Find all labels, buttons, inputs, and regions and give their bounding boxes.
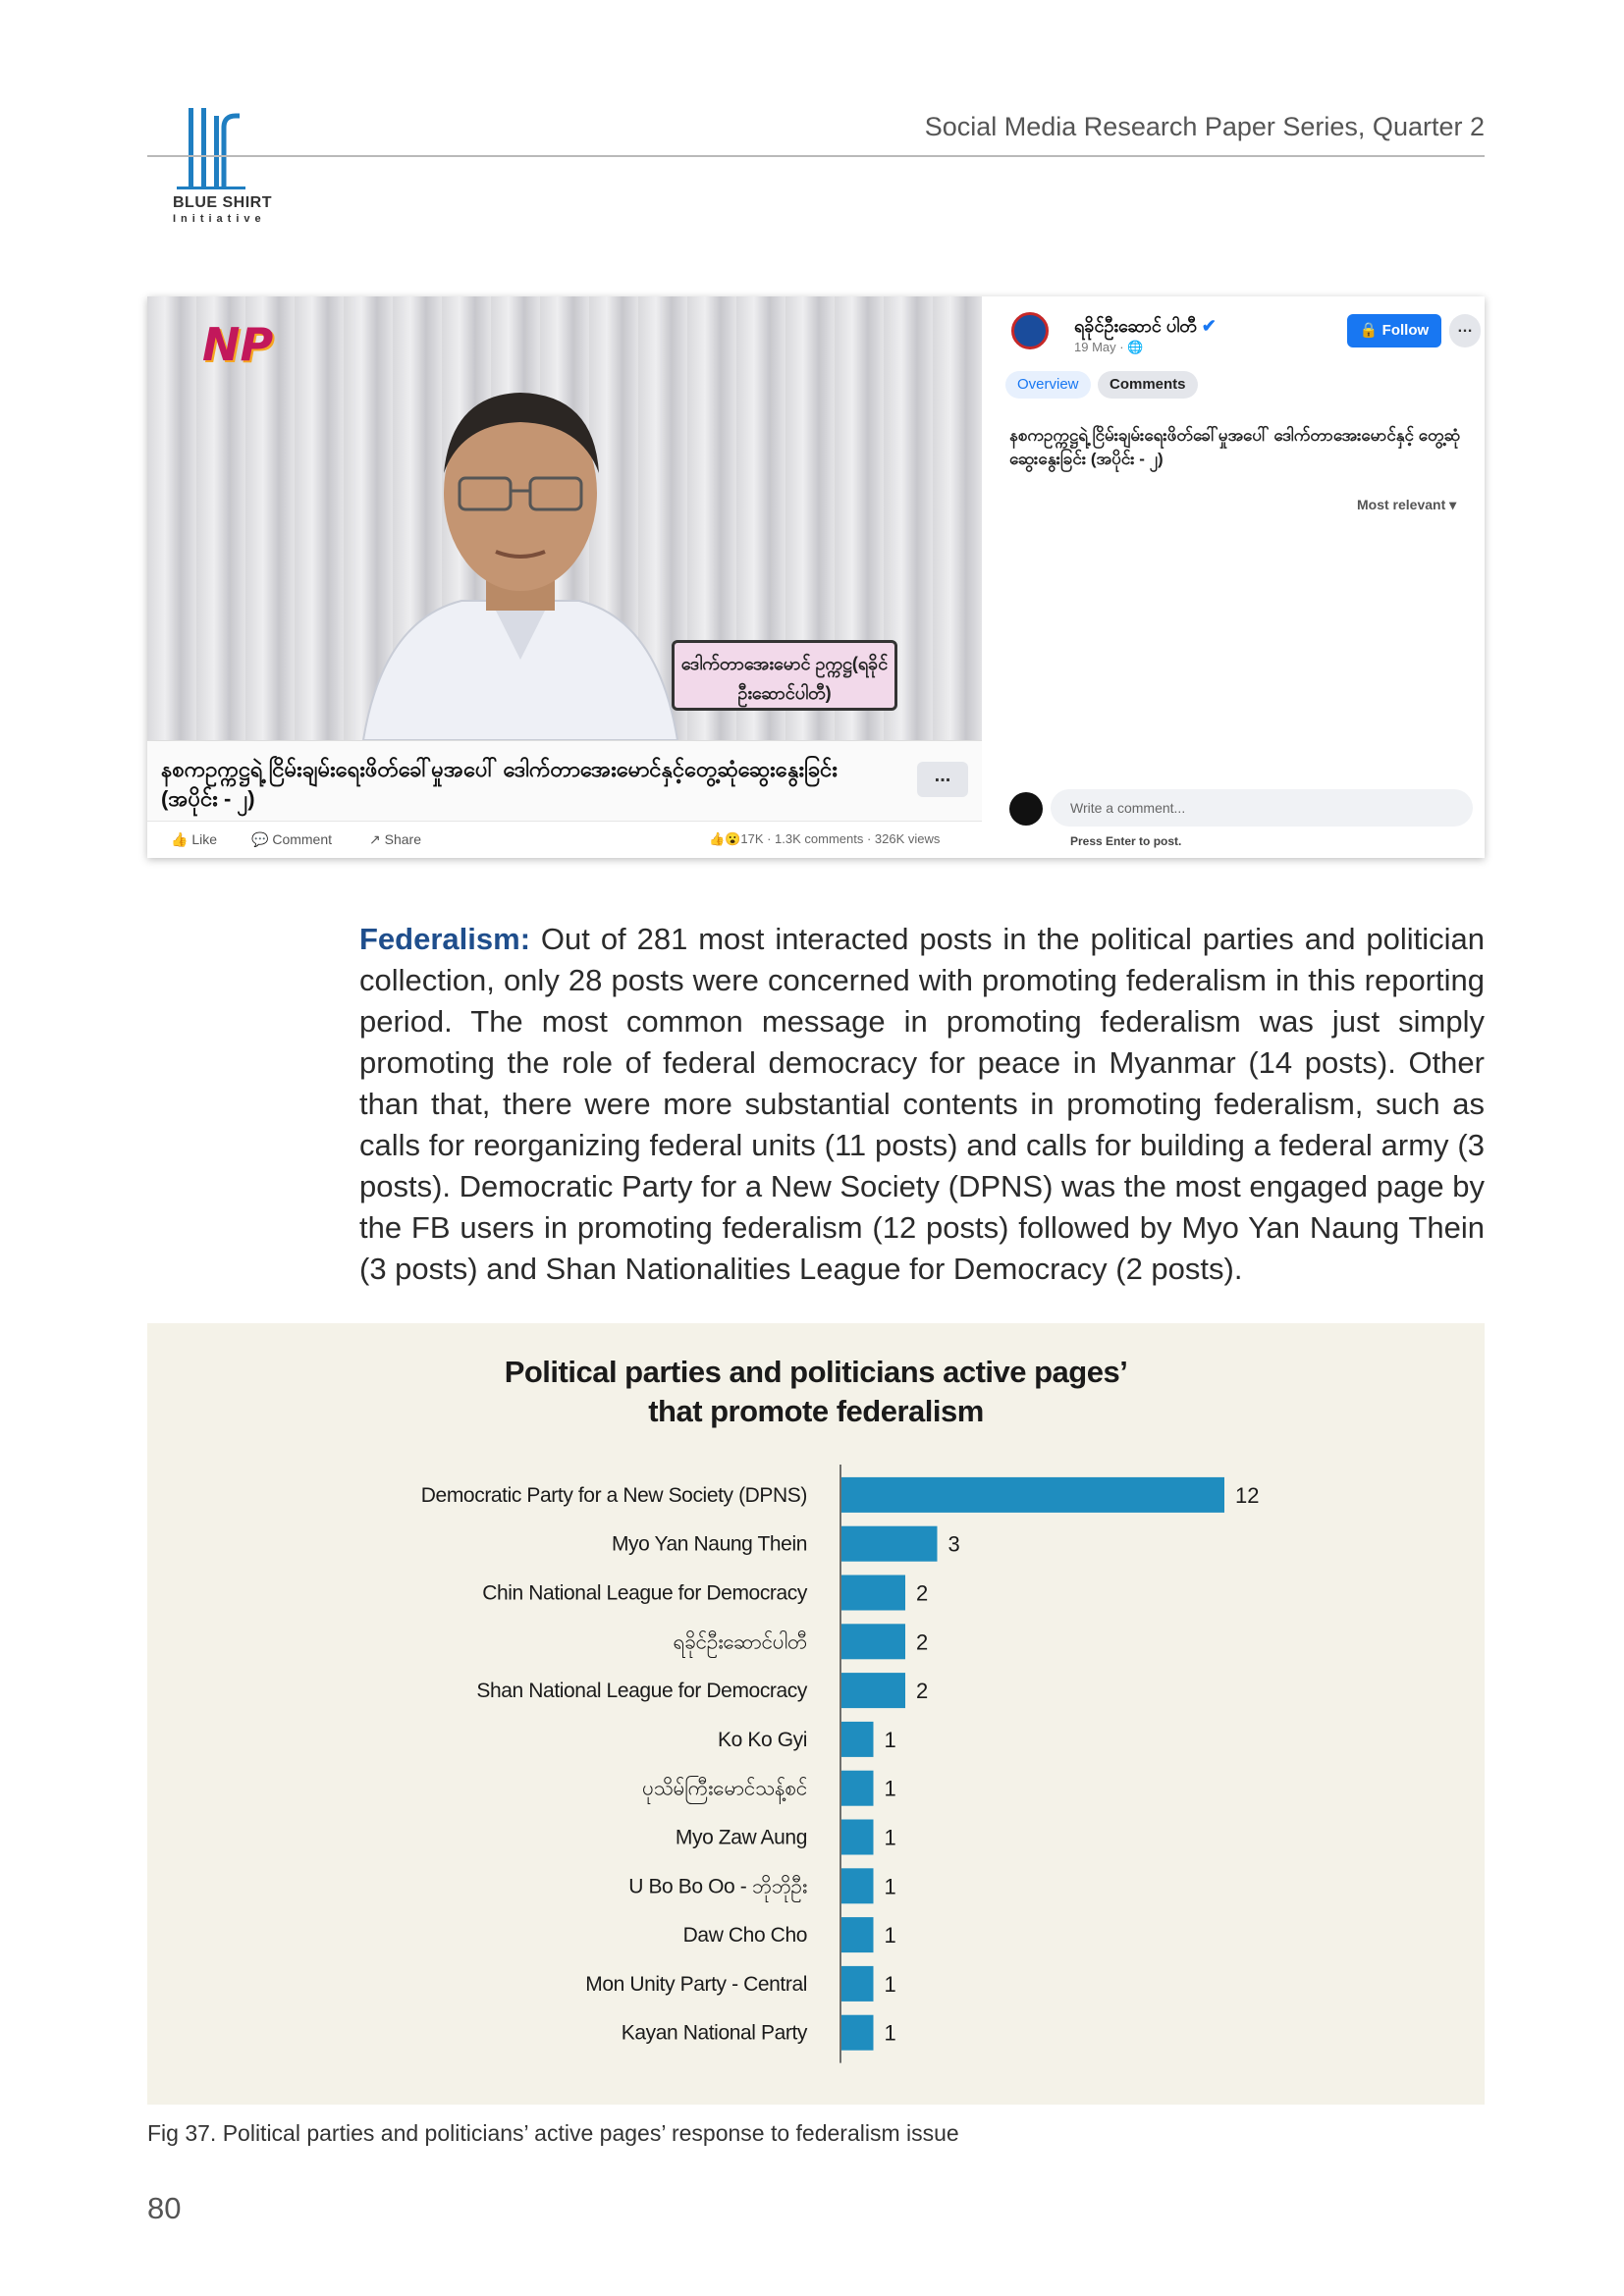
category-label: Chin National League for Democracy [482, 1581, 807, 1605]
bar [841, 1624, 905, 1659]
header-divider [147, 155, 1485, 157]
value-label: 1 [884, 1727, 896, 1752]
bar [841, 1575, 905, 1611]
category-label: Mon Unity Party - Central [585, 1972, 807, 1996]
value-label: 2 [916, 1629, 929, 1655]
category-label: Democratic Party for a New Society (DPNS) [420, 1483, 807, 1507]
paragraph-text: Out of 281 most interacted posts in the political parties and politician collection, only 28 posts were concerned with promoting federalism in this reporting period. The most common message in promoting federalism was just simply promoting the role of federal democracy for peace in Myanmar (14 posts). Other than that, there were more substantial contents in promoting federalism, such as calls for reorganizing federal units (11 posts) and calls for building a federal army (3 posts). Democratic Party for a New Society (DPNS) was the most engaged page by the FB users in promoting federalism (12 posts) followed by Myo Yan Naung Thein (3 posts) and Shan Nationalities League for Democracy (2 posts). [359, 922, 1485, 1286]
bar [841, 1917, 874, 1952]
federalism-paragraph [359, 919, 1485, 1290]
category-label: Myo Zaw Aung [675, 1826, 807, 1849]
reaction-icons: 👍😮 [709, 831, 741, 846]
category-label: Kayan National Party [621, 2021, 807, 2045]
bar [841, 1771, 874, 1806]
value-label: 1 [884, 2020, 896, 2046]
lock-icon: 🔒 [1359, 322, 1379, 339]
bar [841, 2015, 874, 2051]
value-label: 12 [1235, 1482, 1260, 1508]
name-card: ဒေါက်တာအေးမောင် ဥက္ကဋ္ဌ(ရခိုင်ဦးဆောင်ပါတီ) [672, 640, 897, 711]
interviewee-image [324, 375, 717, 740]
series-title: Social Media Research Paper Series, Quarter 2 [924, 112, 1485, 141]
facebook-video-screenshot [147, 296, 1485, 858]
video-caption: နစကဥက္ကဋ္ဌရဲ့ ငြိမ်းချမ်းရေးဖိတ်ခေါ်မှုအပေါ် ဒေါက်တာအေးမောင်နှင့်တွေ့ဆုံဆွေးနွေးခြင်း (အပိုင်း - ၂) [161, 757, 838, 811]
post-date: 19 May · 🌐 [1074, 340, 1144, 354]
follow-button[interactable]: 🔒 Follow [1347, 314, 1441, 347]
bar [841, 1526, 938, 1562]
verified-icon: ✔ [1201, 316, 1217, 336]
post-stats: 👍😮17K · 1.3K comments · 326K views [709, 831, 941, 846]
value-label: 3 [947, 1531, 960, 1557]
page-number: 80 [147, 2191, 182, 2225]
facebook-post-panel [992, 296, 1485, 858]
post-text: နစကဥက္ကဋ္ဌရဲ့ ငြိမ်းချမ်းရေးဖိတ်ခေါ်မှုအပေါ် ဒေါက်တာအေးမောင်နှင့် တွေ့ဆုံဆွေးနွေးခြင်း (အပိုင်း - ၂) [1009, 426, 1460, 468]
post-actions [147, 821, 982, 858]
category-label: Shan National League for Democracy [476, 1680, 807, 1703]
value-label: 2 [916, 1679, 929, 1704]
sort-dropdown[interactable]: Most relevant ▾ [1357, 497, 1457, 512]
bar [841, 1868, 874, 1903]
bar-chart [147, 1323, 1485, 2105]
tab-overview[interactable]: Overview [1005, 371, 1091, 399]
value-label: 1 [884, 1776, 896, 1801]
category-label: U Bo Bo Oo - ဘိုဘိုဦး [628, 1875, 807, 1898]
category-label: Myo Yan Naung Thein [611, 1532, 807, 1556]
bar [841, 1477, 1224, 1513]
chart-title-line-2: that promote federalism [648, 1394, 984, 1428]
like-button[interactable]: 👍 Like [171, 831, 218, 847]
share-button[interactable]: ↗ Share [369, 831, 421, 847]
bar [841, 1966, 874, 2002]
globe-icon: 🌐 [1127, 340, 1144, 354]
comment-input[interactable]: Write a comment... [1051, 789, 1473, 827]
np-channel-logo: NP [202, 318, 274, 371]
value-label: 2 [916, 1580, 929, 1606]
category-label: Daw Cho Cho [682, 1924, 807, 1948]
video-caption-bar [147, 740, 982, 822]
tab-comments[interactable]: Comments [1098, 371, 1198, 399]
value-label: 1 [884, 1874, 896, 1899]
value-label: 1 [884, 1825, 896, 1850]
figure-caption: Fig 37. Political parties and politicians’ active pages’ response to federalism issue [147, 2120, 959, 2146]
logo-tagline: Initiative [173, 213, 266, 225]
paragraph-lead: Federalism: [359, 922, 531, 956]
bar [841, 1722, 874, 1757]
enter-hint: Press Enter to post. [1070, 834, 1182, 848]
logo-name: BLUE SHIRT [173, 194, 272, 211]
federalism-chart [147, 1323, 1485, 2105]
chart-title-line-1: Political parties and politicians active pages’ [504, 1355, 1128, 1389]
category-label: Ko Ko Gyi [718, 1728, 807, 1751]
page-avatar[interactable] [1011, 312, 1049, 349]
category-label: ရခိုင်ဦးဆောင်ပါတီ [673, 1630, 807, 1654]
page-name[interactable]: ရခိုင်ဦးဆောင် ပါတီ ✔ [1074, 316, 1217, 336]
bar [841, 1820, 874, 1855]
bar [841, 1673, 905, 1708]
user-avatar [1009, 792, 1043, 826]
video-frame [147, 296, 982, 740]
page-more-button[interactable]: … [1449, 314, 1481, 347]
comment-button[interactable]: 💬 Comment [251, 831, 333, 847]
value-label: 1 [884, 1971, 896, 1997]
more-options-button[interactable]: ... [917, 762, 968, 797]
category-label: ပုသိမ်ကြီးမောင်သန့်စင် [642, 1777, 807, 1800]
value-label: 1 [884, 1923, 896, 1949]
